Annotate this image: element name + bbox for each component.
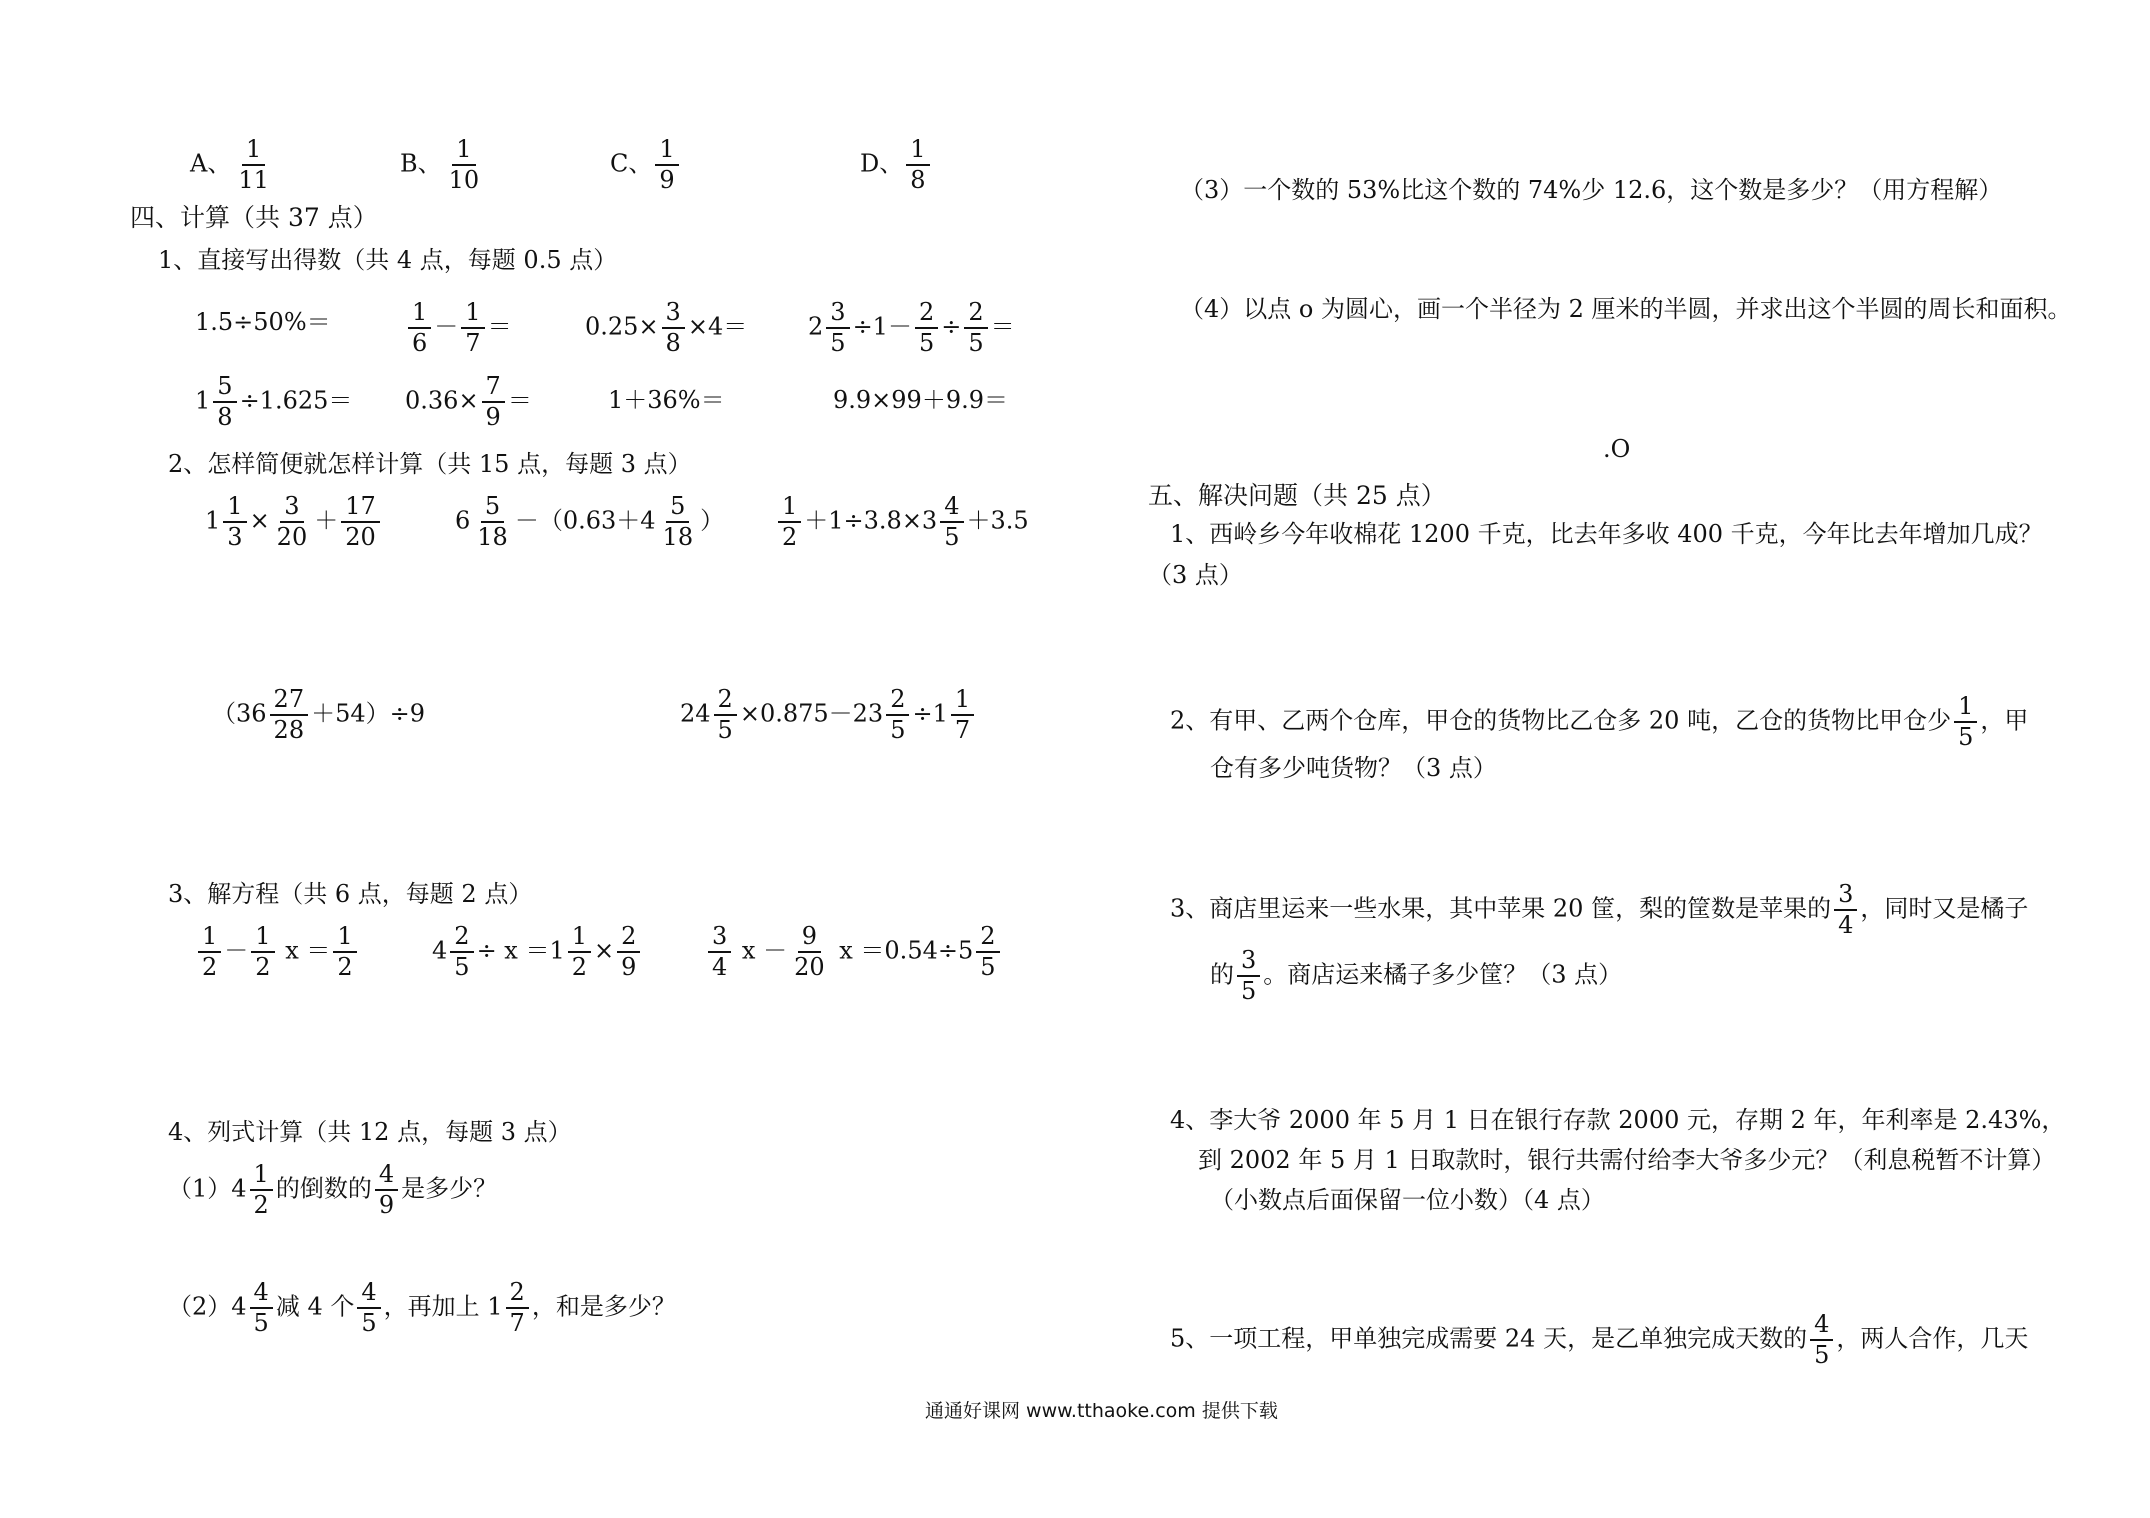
problem-4-line2: 到 2002 年 5 月 1 日取款时，银行共需付给李大爷多少元？（利息税暂不计算） bbox=[1198, 1146, 2056, 1174]
part3-heading: 3、解方程（共 6 点，每题 2 点） bbox=[168, 880, 533, 908]
problem-2-line2: 仓有多少吨货物？（3 点） bbox=[1210, 754, 1497, 782]
problem-3-line2: 的 $\frac{3}{5}$ 。商店运来橘子多少筐？（3 点） bbox=[1210, 946, 1623, 1005]
calc-1e: 1 $\frac{5}{8}$ ÷1.625＝ bbox=[195, 372, 353, 431]
calc-1f: 0.36× $\frac{7}{9}$ ＝ bbox=[405, 372, 532, 431]
problem-4-line1: 4、李大爷 2000 年 5 月 1 日在银行存款 2000 元，存期 2 年，年利率是 2.43%， bbox=[1170, 1106, 2066, 1134]
calc-1a: 1.5÷50%＝ bbox=[195, 308, 331, 336]
option-d: D、 $\frac{1}{8}$ bbox=[860, 135, 933, 195]
option-a: A、 $\frac{1}{11}$ bbox=[190, 135, 269, 194]
part1-heading: 1、直接写出得数（共 4 点，每题 0.5 点） bbox=[158, 246, 618, 274]
part2-heading: 2、怎样简便就怎样计算（共 15 点，每题 3 点） bbox=[168, 450, 692, 478]
problem-1-line2: （3 点） bbox=[1148, 561, 1243, 589]
problem-1-line1: 1、西岭乡今年收棉花 1200 千克，比去年多收 400 千克，今年比去年增加几成？ bbox=[1170, 520, 2043, 548]
equation-2: 4 $\frac{2}{5}$ ÷ x ＝1 $\frac{1}{2}$ × $\frac{2}{9}$ bbox=[432, 922, 643, 982]
option-b: B、 $\frac{1}{10}$ bbox=[400, 135, 480, 194]
problem-4-line3: （小数点后面保留一位小数）（4 点） bbox=[1210, 1186, 1605, 1214]
section5-title: 五、解决问题（共 25 点） bbox=[1148, 481, 1446, 510]
calc-1d: 2 $\frac{3}{5}$ ÷1－ $\frac{2}{5}$ ÷ $\frac{2}{5}$ ＝ bbox=[808, 298, 1015, 357]
simplify-5: 24 $\frac{2}{5}$ ×0.875－23 $\frac{2}{5}$ ÷1 $\frac{1}{7}$ bbox=[680, 685, 977, 745]
problem-2-line1: 2、有甲、乙两个仓库，甲仓的货物比乙仓多 20 吨，乙仓的货物比甲仓少 $\frac{1}{5}$ ，甲 bbox=[1170, 692, 2029, 751]
problem-5-line1: 5、一项工程，甲单独完成需要 24 天，是乙单独完成天数的 $\frac{4}{5}$ ，两人合作，几天 bbox=[1170, 1310, 2029, 1369]
problem-3-line1: 3、商店里运来一些水果，其中苹果 20 筐，梨的筐数是苹果的 $\frac{3}{4}$ ，同时又是橘子 bbox=[1170, 880, 2029, 939]
simplify-3: $\frac{1}{2}$ ＋1÷3.8×3 $\frac{4}{5}$ ＋3.5 bbox=[775, 492, 1029, 552]
equation-3: $\frac{3}{4}$ x － $\frac{9}{20}$ x ＝0.54÷5 $\frac{2}{5}$ bbox=[705, 922, 1003, 982]
point-o: .O bbox=[1603, 435, 1631, 463]
section4-title: 四、计算（共 37 点） bbox=[130, 203, 378, 232]
simplify-2: 6 $\frac{5}{18}$ －（0.63＋4 $\frac{5}{18}$ ） bbox=[455, 492, 725, 551]
equation-1: $\frac{1}{2}$ － $\frac{1}{2}$ x ＝ $\frac{1}{2}$ bbox=[195, 922, 360, 982]
option-c: C、 $\frac{1}{9}$ bbox=[610, 135, 682, 195]
word-calc-3: （3）一个数的 53%比这个数的 74%少 12.6，这个数是多少？（用方程解） bbox=[1180, 176, 2003, 204]
calc-1h: 9.9×99＋9.9＝ bbox=[833, 386, 1008, 414]
calc-1g: 1＋36%＝ bbox=[608, 386, 725, 414]
simplify-4: （36 $\frac{27}{28}$ ＋54）÷9 bbox=[212, 685, 426, 744]
footer-source: 通通好课网 www.tthaoke.com 提供下载 bbox=[925, 1400, 1278, 1422]
word-calc-4: （4）以点 o 为圆心，画一个半径为 2 厘米的半圆，并求出这个半圆的周长和面积。 bbox=[1180, 295, 2072, 323]
word-calc-2: （2）4 $\frac{4}{5}$ 减 4 个 $\frac{4}{5}$ ，再加上 1 $\frac{2}{7}$ ，和是多少？ bbox=[168, 1278, 676, 1337]
calc-1c: 0.25× $\frac{3}{8}$ ×4＝ bbox=[585, 298, 748, 357]
calc-1b: $\frac{1}{6}$ － $\frac{1}{7}$ ＝ bbox=[405, 298, 512, 358]
part4-heading: 4、列式计算（共 12 点，每题 3 点） bbox=[168, 1118, 572, 1146]
simplify-1: 1 $\frac{1}{3}$ × $\frac{3}{20}$ ＋ $\frac{17}{20}$ bbox=[205, 492, 383, 552]
word-calc-1: （1）4 $\frac{1}{2}$ 的倒数的 $\frac{4}{9}$ 是多少？ bbox=[168, 1160, 498, 1219]
